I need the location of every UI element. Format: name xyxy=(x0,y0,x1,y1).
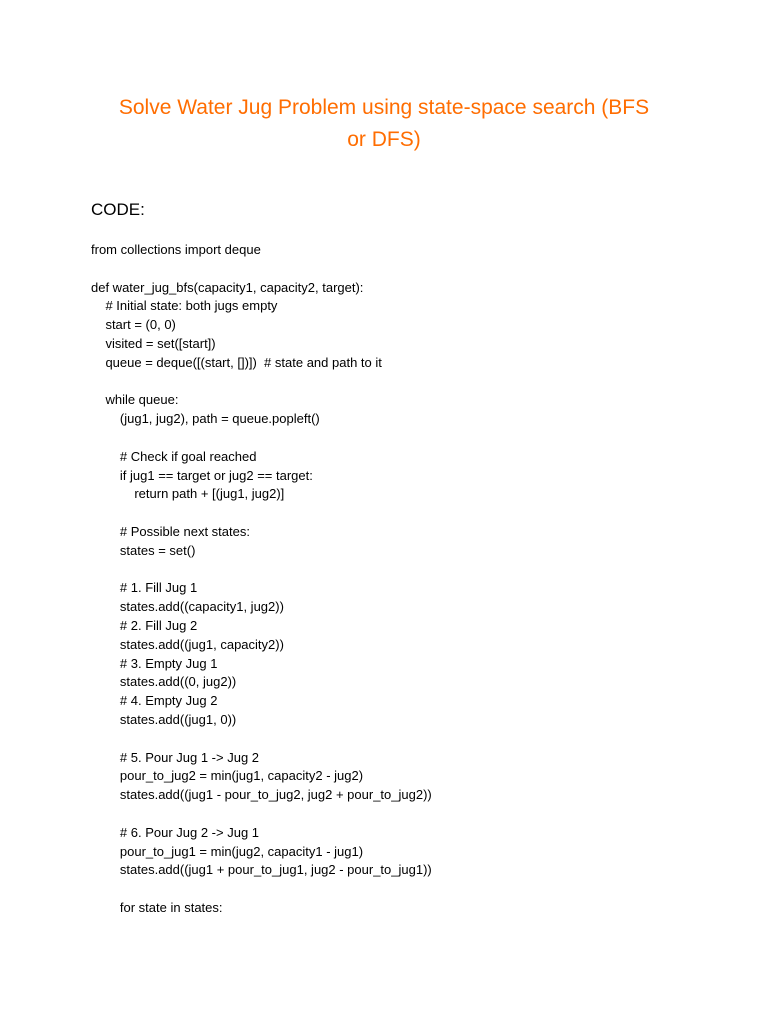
code-line xyxy=(91,373,432,392)
code-heading: CODE: xyxy=(91,200,145,219)
code-line: from collections import deque xyxy=(91,242,261,257)
code-line: pour_to_jug2 = min(jug1, capacity2 - jug2) xyxy=(91,768,364,784)
code-line: states.add((jug1, 0)) xyxy=(91,711,237,727)
code-line: # 5. Pour Jug 1 -> Jug 2 xyxy=(91,749,260,765)
code-line: # Possible next states: xyxy=(91,523,250,539)
code-line: states.add((jug1 - pour_to_jug2, jug2 + pour_to_jug2)) xyxy=(91,787,432,803)
code-line: queue = deque([(start, [])]) # state and path to it xyxy=(91,354,382,370)
code-line: def water_jug_bfs(capacity1, capacity2, target): xyxy=(91,279,364,295)
code-line xyxy=(91,504,432,523)
title-line-2: or DFS) xyxy=(347,128,421,151)
code-line: # 3. Empty Jug 1 xyxy=(91,655,218,671)
code-line: visited = set([start]) xyxy=(91,335,216,351)
code-line xyxy=(91,880,432,899)
code-line: # Check if goal reached xyxy=(91,448,257,464)
code-line: start = (0, 0) xyxy=(91,317,176,333)
code-line: # 1. Fill Jug 1 xyxy=(91,580,198,596)
code-line: # 2. Fill Jug 2 xyxy=(91,617,198,633)
code-line: pour_to_jug1 = min(jug2, capacity1 - jug1) xyxy=(91,843,364,859)
code-block xyxy=(91,241,432,918)
code-line: states = set() xyxy=(91,542,196,558)
code-line: # 4. Empty Jug 2 xyxy=(91,693,218,709)
code-line: states.add((jug1 + pour_to_jug1, jug2 - pour_to_jug1)) xyxy=(91,862,432,878)
code-line: states.add((jug1, capacity2)) xyxy=(91,636,284,652)
title-line-1: Solve Water Jug Problem using state-space search (BFS xyxy=(118,96,650,119)
document-title xyxy=(80,92,688,156)
code-line xyxy=(91,561,432,580)
code-line: return path + [(jug1, jug2)] xyxy=(91,486,285,502)
code-line xyxy=(91,260,432,279)
code-line: states.add((capacity1, jug2)) xyxy=(91,599,284,615)
code-line: (jug1, jug2), path = queue.popleft() xyxy=(91,411,320,427)
code-line: # Initial state: both jugs empty xyxy=(91,298,278,314)
code-line: for state in states: xyxy=(91,899,223,915)
code-line xyxy=(91,730,432,749)
code-line: states.add((0, jug2)) xyxy=(91,674,237,690)
code-line: # 6. Pour Jug 2 -> Jug 1 xyxy=(91,824,260,840)
code-line: while queue: xyxy=(91,392,179,408)
code-line: if jug1 == target or jug2 == target: xyxy=(91,467,313,483)
code-line xyxy=(91,429,432,448)
code-line xyxy=(91,805,432,824)
